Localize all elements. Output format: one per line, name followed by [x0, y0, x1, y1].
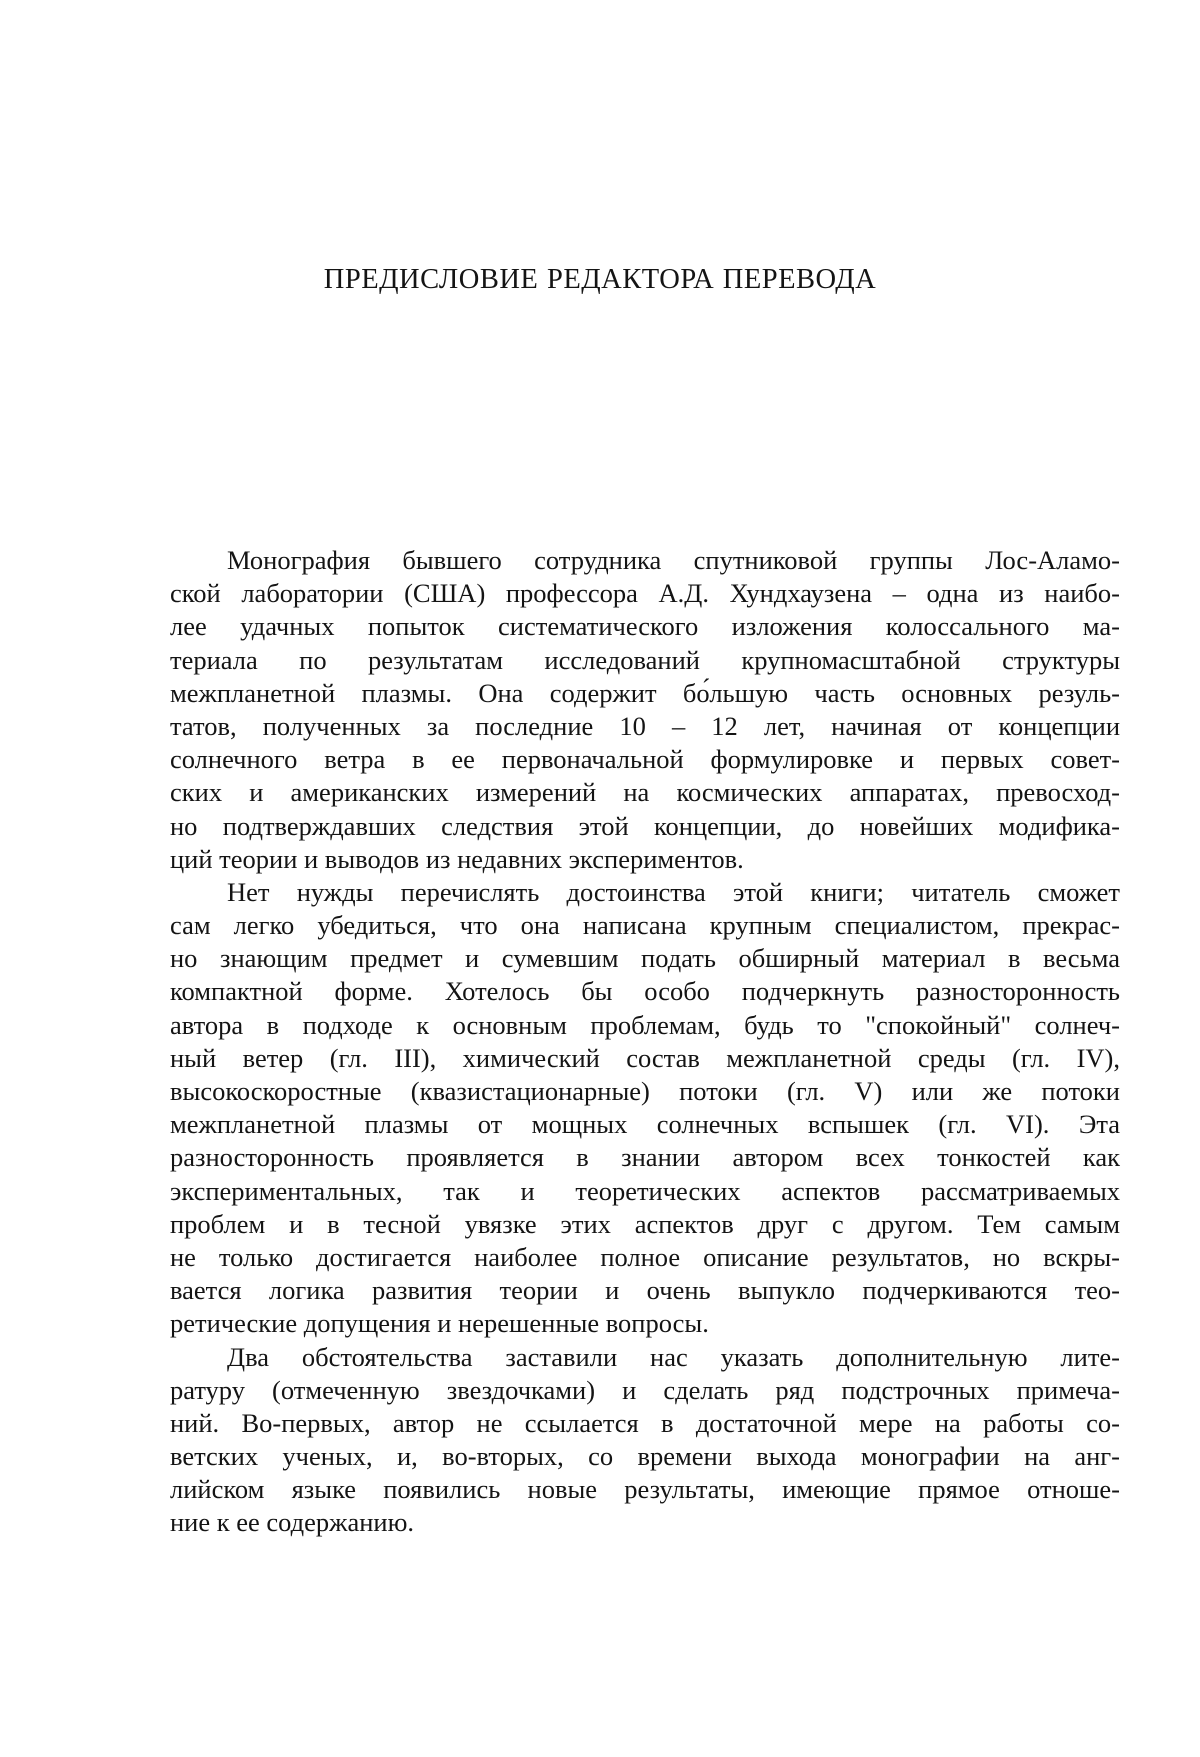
text-line: автора в подходе к основным проблемам, будь то "спокойный" солнеч-: [170, 1009, 1120, 1040]
text-line: разносторонность проявляется в знании автором всех тонкостей как: [170, 1142, 1120, 1173]
text-line: ретические допущения и нерешенные вопросы.: [170, 1308, 709, 1339]
text-line: проблем и в тесной увязке этих аспектов друг с другом. Тем самым: [170, 1208, 1120, 1239]
text-line: ций теории и выводов из недавних экспериментов.: [170, 843, 744, 874]
text-line: высокоскоростные (квазистационарные) потоки (гл. V) или же потоки: [170, 1076, 1120, 1106]
text-line: но знающим предмет и сумевшим подать обширный материал в весьма: [170, 943, 1120, 974]
text-line: лее удачных попыток систематического изложения колоссального ма-: [170, 611, 1120, 642]
text-line: Нет нужды перечислять достоинства этой книги; читатель сможет: [227, 876, 1120, 907]
text-line: ской лаборатории (США) профессора А.Д. Хундхаузена – одна из наибо-: [170, 578, 1120, 609]
text-line: межпланетной плазмы от мощных солнечных вспышек (гл. VI). Эта: [170, 1109, 1120, 1140]
text-line: но подтверждавших следствия этой концепции, до новейших модифика-: [170, 810, 1120, 841]
paragraph-1: [170, 544, 1120, 876]
text-line: ный ветер (гл. III), химический состав межпланетной среды (гл. IV),: [170, 1042, 1120, 1073]
text-line: ветских ученых, и, во-вторых, со времени выхода монографии на анг-: [170, 1441, 1120, 1472]
page-title: ПРЕДИСЛОВИЕ РЕДАКТОРА ПЕРЕВОДА: [323, 264, 877, 295]
text-line: не только достигается наиболее полное описание результатов, но вскры-: [170, 1241, 1120, 1272]
text-line: компактной форме. Хотелось бы особо подчеркнуть разносторонность: [170, 976, 1120, 1007]
text-line: ний. Во-первых, автор не ссылается в достаточной мере на работы со-: [170, 1407, 1120, 1438]
text-line: териала по результатам исследований крупномасштабной структуры: [170, 644, 1120, 675]
paragraph-3: [170, 1341, 1120, 1540]
text-line: лийском языке появились новые результаты, имеющие прямое отноше-: [170, 1474, 1120, 1505]
body-text: [170, 544, 1120, 1540]
text-line: межпланетной плазмы. Она содержит бо́льшую часть основных резуль-: [170, 677, 1120, 708]
text-line: Два обстоятельства заставили нас указать дополнительную лите-: [227, 1341, 1120, 1372]
text-line: ратуру (отмеченную звездочками) и сделать ряд подстрочных примеча-: [170, 1374, 1120, 1405]
text-line: Монография бывшего сотрудника спутниковой группы Лос-Аламо-: [227, 545, 1120, 575]
text-line: солнечного ветра в ее первоначальной формулировке и первых совет-: [170, 744, 1120, 775]
text-line: вается логика развития теории и очень выпукло подчеркиваются тео-: [170, 1275, 1120, 1306]
paragraph-2: [170, 876, 1120, 1341]
text-line: сам легко убедиться, что она написана крупным специалистом, прекрас-: [170, 910, 1120, 941]
text-line: экспериментальных, так и теоретических аспектов рассматриваемых: [170, 1175, 1120, 1206]
text-line: татов, полученных за последние 10 – 12 лет, начиная от концепции: [170, 710, 1120, 741]
text-line: ских и американских измерений на космических аппаратах, превосход-: [170, 777, 1120, 808]
text-line: ние к ее содержанию.: [170, 1507, 414, 1538]
